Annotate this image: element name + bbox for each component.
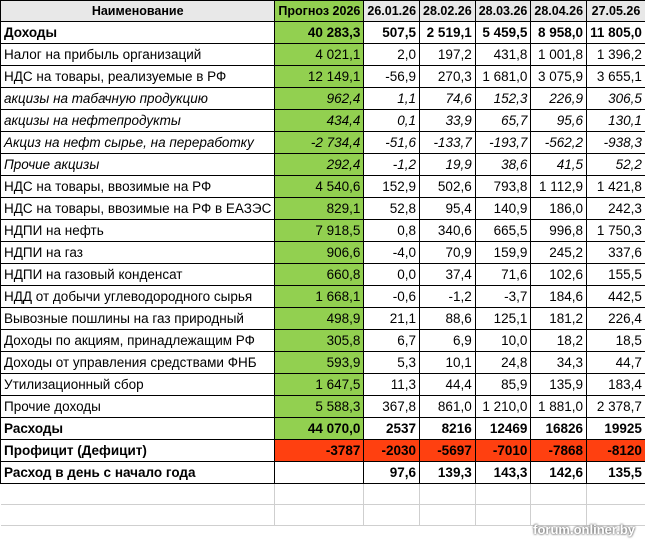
value-cell[interactable]: 52,8 [364,198,420,220]
empty-cell[interactable] [275,484,364,505]
value-cell[interactable]: 88,6 [420,308,476,330]
value-cell[interactable]: 242,3 [587,198,645,220]
header-date[interactable]: 26.01.26 [364,1,420,22]
value-cell[interactable]: -193,7 [475,132,531,154]
value-cell[interactable]: 10,1 [420,352,476,374]
value-cell[interactable]: 181,2 [531,308,587,330]
value-cell[interactable]: 44,7 [587,352,645,374]
table-row [1,132,645,154]
value-cell[interactable]: -7868 [531,440,587,462]
value-cell[interactable]: 16826 [531,418,587,440]
value-cell[interactable]: -938,3 [587,132,645,154]
header-row [1,1,645,22]
value-cell[interactable]: 34,3 [531,352,587,374]
row-name-cell[interactable]: Расходы [1,418,275,440]
row-name-cell[interactable]: НДПИ на газ [1,242,275,264]
value-cell[interactable]: 2537 [364,418,420,440]
table-row [1,440,645,462]
row-name-cell[interactable]: акцизы на нефтепродукты [1,110,275,132]
row-name-cell[interactable]: Доходы [1,22,275,44]
value-cell[interactable]: -5697 [420,440,476,462]
value-cell[interactable]: 19925 [587,418,645,440]
table-row [1,220,645,242]
watermark: forum.onliner.by [533,522,635,537]
value-cell[interactable]: 143,3 [475,462,531,484]
value-cell[interactable]: 245,2 [531,242,587,264]
value-cell[interactable]: 0,8 [364,220,420,242]
value-cell[interactable]: 41,5 [531,154,587,176]
forecast-cell[interactable] [275,462,364,484]
row-name-cell[interactable]: НДД от добычи углеводородного сырья [1,286,275,308]
empty-cell[interactable] [275,505,364,526]
forecast-cell[interactable]: 962,4 [275,88,364,110]
value-cell[interactable]: 0,1 [364,110,420,132]
value-cell[interactable]: -7010 [475,440,531,462]
value-cell[interactable]: 1 396,2 [587,44,645,66]
value-cell[interactable]: 18,2 [531,330,587,352]
value-cell[interactable]: 97,6 [364,462,420,484]
row-name-cell[interactable]: Профицит (Дефицит) [1,440,275,462]
table-row [1,88,645,110]
value-cell[interactable]: 197,2 [420,44,476,66]
row-name-cell[interactable]: акцизы на табачную продукцию [1,88,275,110]
empty-cell[interactable] [531,484,587,505]
value-cell[interactable]: 6,9 [420,330,476,352]
table-row [1,22,645,44]
row-name-cell[interactable]: Акциз на нефт сырье, на переработку [1,132,275,154]
forecast-cell[interactable]: 434,4 [275,110,364,132]
row-name-cell[interactable]: Расход в день с начало года [1,462,275,484]
empty-row [1,484,645,505]
table-row [1,308,645,330]
value-cell[interactable]: 18,5 [587,330,645,352]
value-cell[interactable]: 442,5 [587,286,645,308]
row-name-cell[interactable]: НДС на товары, ввозимые на РФ [1,176,275,198]
value-cell[interactable]: 139,3 [420,462,476,484]
table-row [1,264,645,286]
value-cell[interactable]: 1 750,3 [587,220,645,242]
row-name-cell[interactable]: Утилизационный сбор [1,374,275,396]
value-cell[interactable]: 152,3 [475,88,531,110]
value-cell[interactable]: 135,9 [531,374,587,396]
empty-cell[interactable] [420,484,476,505]
value-cell[interactable]: 1 001,8 [531,44,587,66]
row-name-cell[interactable]: Доходы от управления средствами ФНБ [1,352,275,374]
table-row [1,462,645,484]
value-cell[interactable]: -8120 [587,440,645,462]
value-cell[interactable]: 140,9 [475,198,531,220]
value-cell[interactable]: 337,6 [587,242,645,264]
value-cell[interactable]: 1 881,0 [531,396,587,418]
forecast-cell[interactable]: 292,4 [275,154,364,176]
value-cell[interactable]: 95,6 [531,110,587,132]
value-cell[interactable]: 3 655,1 [587,66,645,88]
value-cell[interactable]: -4,0 [364,242,420,264]
value-cell[interactable]: 502,6 [420,176,476,198]
value-cell[interactable]: 306,5 [587,88,645,110]
value-cell[interactable]: -1,2 [364,154,420,176]
row-name-cell[interactable]: НДПИ на нефть [1,220,275,242]
empty-cell[interactable] [475,505,531,526]
empty-cell[interactable] [1,505,275,526]
table-row [1,330,645,352]
value-cell[interactable]: 24,8 [475,352,531,374]
table-row [1,374,645,396]
value-cell[interactable]: 0,0 [364,264,420,286]
value-cell[interactable]: -2030 [364,440,420,462]
empty-cell[interactable] [475,484,531,505]
value-cell[interactable]: -562,2 [531,132,587,154]
value-cell[interactable]: 159,9 [475,242,531,264]
value-cell[interactable]: 1,1 [364,88,420,110]
table-row [1,286,645,308]
table-row [1,110,645,132]
value-cell[interactable]: 65,7 [475,110,531,132]
empty-cell[interactable] [587,484,645,505]
header-name[interactable]: Наименование [1,1,275,22]
empty-cell[interactable] [364,505,420,526]
forecast-cell[interactable]: 1 647,5 [275,374,364,396]
forecast-cell[interactable]: 305,8 [275,330,364,352]
value-cell[interactable]: 8 958,0 [531,22,587,44]
table-row [1,176,645,198]
value-cell[interactable]: 6,7 [364,330,420,352]
table-row [1,66,645,88]
row-name-cell[interactable]: Налог на прибыль организаций [1,44,275,66]
value-cell[interactable]: 44,4 [420,374,476,396]
header-date[interactable]: 28.03.26 [475,1,531,22]
header-forecast[interactable]: Прогноз 2026 [275,1,364,22]
value-cell[interactable]: 507,5 [364,22,420,44]
value-cell[interactable]: 37,4 [420,264,476,286]
row-name-cell[interactable]: НДС на товары, ввозимые на РФ в ЕАЗЭС [1,198,275,220]
value-cell[interactable]: 226,4 [587,308,645,330]
value-cell[interactable]: -3,7 [475,286,531,308]
value-cell[interactable]: 135,5 [587,462,645,484]
row-name-cell[interactable]: НДС на товары, реализуемые в РФ [1,66,275,88]
value-cell[interactable]: 8216 [420,418,476,440]
table-row [1,242,645,264]
empty-cell[interactable] [364,484,420,505]
value-cell[interactable]: 186,0 [531,198,587,220]
value-cell[interactable]: 21,1 [364,308,420,330]
table-row [1,418,645,440]
value-cell[interactable]: 11 805,0 [587,22,645,44]
value-cell[interactable]: 33,9 [420,110,476,132]
value-cell[interactable]: 2,0 [364,44,420,66]
value-cell[interactable]: 52,2 [587,154,645,176]
value-cell[interactable]: 3 075,9 [531,66,587,88]
value-cell[interactable]: 431,8 [475,44,531,66]
table-row [1,198,645,220]
value-cell[interactable]: 861,0 [420,396,476,418]
row-name-cell[interactable]: Вывозные пошлины на газ природный [1,308,275,330]
value-cell[interactable]: 1 421,8 [587,176,645,198]
value-cell[interactable]: 19,9 [420,154,476,176]
value-cell[interactable]: 12469 [475,418,531,440]
value-cell[interactable]: -133,7 [420,132,476,154]
empty-cell[interactable] [420,505,476,526]
value-cell[interactable]: 184,6 [531,286,587,308]
forecast-cell[interactable]: 829,1 [275,198,364,220]
value-cell[interactable]: 2 378,7 [587,396,645,418]
table-row [1,44,645,66]
value-cell[interactable]: 270,3 [420,66,476,88]
row-name-cell[interactable]: Прочие акцизы [1,154,275,176]
forecast-cell[interactable]: 1 668,1 [275,286,364,308]
value-cell[interactable]: -1,2 [420,286,476,308]
header-date[interactable]: 28.04.26 [531,1,587,22]
value-cell[interactable]: -51,6 [364,132,420,154]
forecast-cell[interactable]: -2 734,4 [275,132,364,154]
forecast-cell[interactable]: 906,6 [275,242,364,264]
value-cell[interactable]: -56,9 [364,66,420,88]
value-cell[interactable]: 793,8 [475,176,531,198]
value-cell[interactable]: 70,9 [420,242,476,264]
table-row [1,352,645,374]
forecast-cell[interactable]: 4 540,6 [275,176,364,198]
value-cell[interactable]: 5 459,5 [475,22,531,44]
forecast-cell[interactable]: -3787 [275,440,364,462]
value-cell[interactable]: 5,3 [364,352,420,374]
row-name-cell[interactable]: Доходы по акциям, принадлежащим РФ [1,330,275,352]
value-cell[interactable]: 2 519,1 [420,22,476,44]
forecast-cell[interactable]: 5 588,3 [275,396,364,418]
value-cell[interactable]: 74,6 [420,88,476,110]
value-cell[interactable]: 142,6 [531,462,587,484]
value-cell[interactable]: 226,9 [531,88,587,110]
empty-cell[interactable] [1,484,275,505]
value-cell[interactable]: 130,1 [587,110,645,132]
value-cell[interactable]: -0,6 [364,286,420,308]
forecast-cell[interactable]: 44 070,0 [275,418,364,440]
forecast-cell[interactable]: 498,9 [275,308,364,330]
value-cell[interactable]: 71,6 [475,264,531,286]
forecast-cell[interactable]: 7 918,5 [275,220,364,242]
header-date[interactable]: 28.02.26 [420,1,476,22]
value-cell[interactable]: 102,6 [531,264,587,286]
value-cell[interactable]: 996,8 [531,220,587,242]
forecast-cell[interactable]: 593,9 [275,352,364,374]
value-cell[interactable]: 1 681,0 [475,66,531,88]
value-cell[interactable]: 85,9 [475,374,531,396]
table-row [1,396,645,418]
row-name-cell[interactable]: Прочие доходы [1,396,275,418]
value-cell[interactable]: 340,6 [420,220,476,242]
value-cell[interactable]: 367,8 [364,396,420,418]
forecast-cell[interactable]: 4 021,1 [275,44,364,66]
value-cell[interactable]: 1 112,9 [531,176,587,198]
value-cell[interactable]: 183,4 [587,374,645,396]
value-cell[interactable]: 152,9 [364,176,420,198]
row-name-cell[interactable]: НДПИ на газовый конденсат [1,264,275,286]
forecast-cell[interactable]: 660,8 [275,264,364,286]
forecast-cell[interactable]: 40 283,3 [275,22,364,44]
value-cell[interactable]: 10,0 [475,330,531,352]
value-cell[interactable]: 155,5 [587,264,645,286]
header-date[interactable]: 27.05.26 [587,1,645,22]
table-row [1,154,645,176]
value-cell[interactable]: 11,3 [364,374,420,396]
forecast-cell[interactable]: 12 149,1 [275,66,364,88]
value-cell[interactable]: 95,4 [420,198,476,220]
value-cell[interactable]: 38,6 [475,154,531,176]
value-cell[interactable]: 1 210,0 [475,396,531,418]
value-cell[interactable]: 665,5 [475,220,531,242]
value-cell[interactable]: 125,1 [475,308,531,330]
